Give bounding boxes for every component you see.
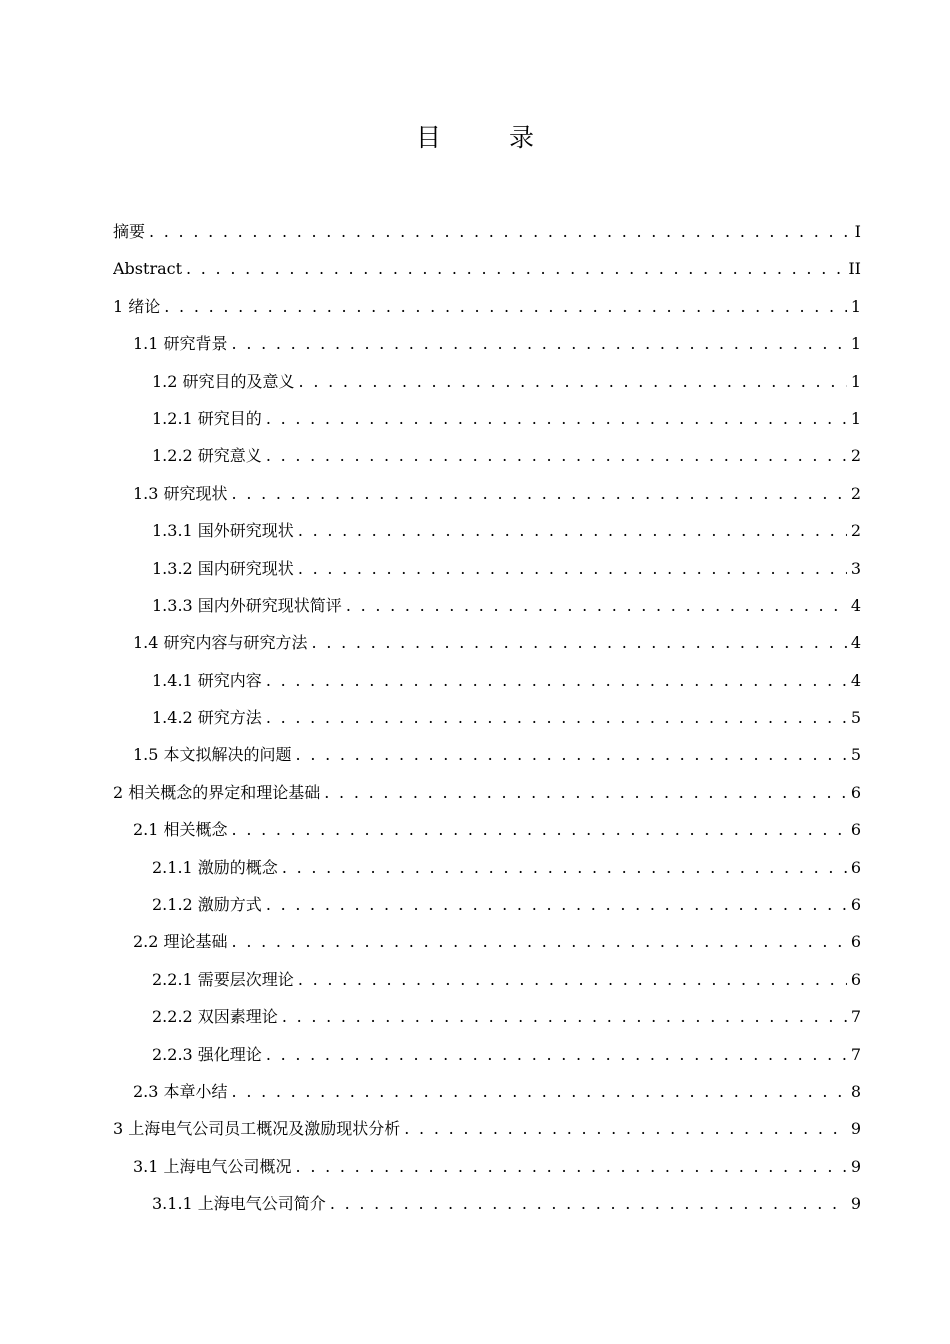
toc-entry[interactable] [113,811,861,848]
toc-entry[interactable] [113,1036,861,1073]
toc-entry-label: 1.2 研究目的及意义 [152,371,295,391]
toc-page-number: 2 [850,521,861,541]
toc-page-number: 5 [850,708,861,728]
toc-entry[interactable] [113,662,861,699]
toc-dot-leader [232,325,847,362]
toc-dot-leader [232,475,847,512]
toc-dot-leader [232,1073,847,1110]
toc-entry[interactable] [113,923,861,960]
toc-dot-leader [296,736,847,773]
toc-dot-leader [346,587,847,624]
toc-entry[interactable] [113,699,861,736]
toc-dot-leader [312,624,847,661]
toc-entry-label: Abstract [113,259,183,279]
toc-entry-label: 1.2.2 研究意义 [152,446,262,466]
toc-entry[interactable] [113,587,861,624]
toc-dot-leader [266,699,847,736]
toc-page-number: 9 [850,1119,861,1139]
toc-dot-leader [232,811,847,848]
toc-page-number: 4 [850,670,861,690]
toc-entry-label: 2.2.3 强化理论 [152,1044,262,1064]
page-title: 目 录 [416,123,564,152]
toc-page-number: 6 [850,969,861,989]
toc-dot-leader [296,1148,847,1185]
toc-dot-leader [266,400,847,437]
toc-entry-label: 1 绪论 [113,296,161,316]
toc-page-number: 2 [850,483,861,503]
toc-page-number: 4 [850,633,861,653]
toc-page-number: 6 [850,820,861,840]
toc-dot-leader [298,550,847,587]
toc-dot-leader [282,998,847,1035]
toc-entry[interactable] [113,849,861,886]
toc-entry-label: 1.4.1 研究内容 [152,670,262,690]
toc-entry-label: 3.1 上海电气公司概况 [133,1156,292,1176]
toc-entry-label: 1.3.1 国外研究现状 [152,521,294,541]
toc-page-number: 1 [850,334,861,354]
toc-entry-label: 1.3.3 国内外研究现状简评 [152,595,342,615]
toc-entry-label: 1.2.1 研究目的 [152,408,262,428]
toc-dot-leader [324,774,847,811]
toc-entry[interactable] [113,736,861,773]
toc-dot-leader [232,923,847,960]
toc-entry[interactable] [113,400,861,437]
toc-entry[interactable] [113,475,861,512]
toc-entry-label: 1.4 研究内容与研究方法 [133,633,308,653]
toc-dot-leader [266,1036,847,1073]
toc-entry[interactable] [113,437,861,474]
table-of-contents [113,213,861,1223]
toc-entry-label: 2.2.1 需要层次理论 [152,969,294,989]
toc-dot-leader [164,288,847,325]
toc-entry-label: 2.1 相关概念 [133,820,228,840]
toc-page-number: 6 [850,857,861,877]
toc-entry[interactable] [113,1185,861,1222]
toc-entry[interactable] [113,774,861,811]
toc-page-number: 7 [850,1007,861,1027]
toc-entry[interactable] [113,1073,861,1110]
toc-page-number: 6 [850,782,861,802]
toc-dot-leader [186,250,844,287]
toc-dot-leader [282,849,847,886]
toc-entry[interactable] [113,550,861,587]
toc-page-number: 4 [850,595,861,615]
toc-entry[interactable] [113,512,861,549]
toc-entry[interactable] [113,886,861,923]
toc-entry-label: 2.1.2 激励方式 [152,895,262,915]
toc-entry-label: 1.3.2 国内研究现状 [152,558,294,578]
toc-dot-leader [266,662,847,699]
toc-entry[interactable] [113,1110,861,1147]
toc-dot-leader [404,1110,847,1147]
toc-entry[interactable] [113,624,861,661]
toc-page-number: 9 [850,1156,861,1176]
toc-page-number: 6 [850,895,861,915]
toc-entry[interactable] [113,1148,861,1185]
toc-entry-label: 摘要 [113,222,146,241]
toc-entry[interactable] [113,213,861,250]
toc-dot-leader [298,512,847,549]
toc-entry[interactable] [113,363,861,400]
toc-entry-label: 3.1.1 上海电气公司简介 [152,1194,326,1214]
toc-dot-leader [266,886,847,923]
toc-dot-leader [149,213,849,250]
toc-entry-label: 2 相关概念的界定和理论基础 [113,782,321,802]
toc-entry-label: 2.1.1 激励的概念 [152,857,278,877]
toc-page-number: 1 [850,371,861,391]
toc-entry-label: 1.3 研究现状 [133,483,228,503]
toc-entry-label: 2.2 理论基础 [133,932,228,952]
toc-entry[interactable] [113,250,861,287]
toc-page-number: 7 [850,1044,861,1064]
toc-entry-label: 3 上海电气公司员工概况及激励现状分析 [113,1119,401,1139]
toc-page-number: 6 [850,932,861,952]
toc-page-number: 5 [850,745,861,765]
toc-dot-leader [299,363,847,400]
toc-page-number: 2 [850,446,861,466]
toc-page-number: 1 [850,408,861,428]
toc-page-number: 1 [850,296,861,316]
toc-entry[interactable] [113,288,861,325]
toc-entry-label: 1.1 研究背景 [133,334,228,354]
toc-entry[interactable] [113,325,861,362]
toc-entry-label: 1.5 本文拟解决的问题 [133,745,292,765]
toc-page-number: II [848,259,861,279]
toc-entry-label: 2.3 本章小结 [133,1081,228,1101]
toc-dot-leader [266,437,847,474]
toc-entry-label: 2.2.2 双因素理论 [152,1007,278,1027]
toc-dot-leader [298,961,847,998]
toc-dot-leader [330,1185,847,1222]
toc-page-number: 3 [850,558,861,578]
toc-page-number: 8 [850,1081,861,1101]
toc-entry-label: 1.4.2 研究方法 [152,708,262,728]
toc-entry[interactable] [113,961,861,998]
toc-page-number: I [854,222,861,241]
toc-page-number: 9 [850,1194,861,1214]
toc-entry[interactable] [113,998,861,1035]
